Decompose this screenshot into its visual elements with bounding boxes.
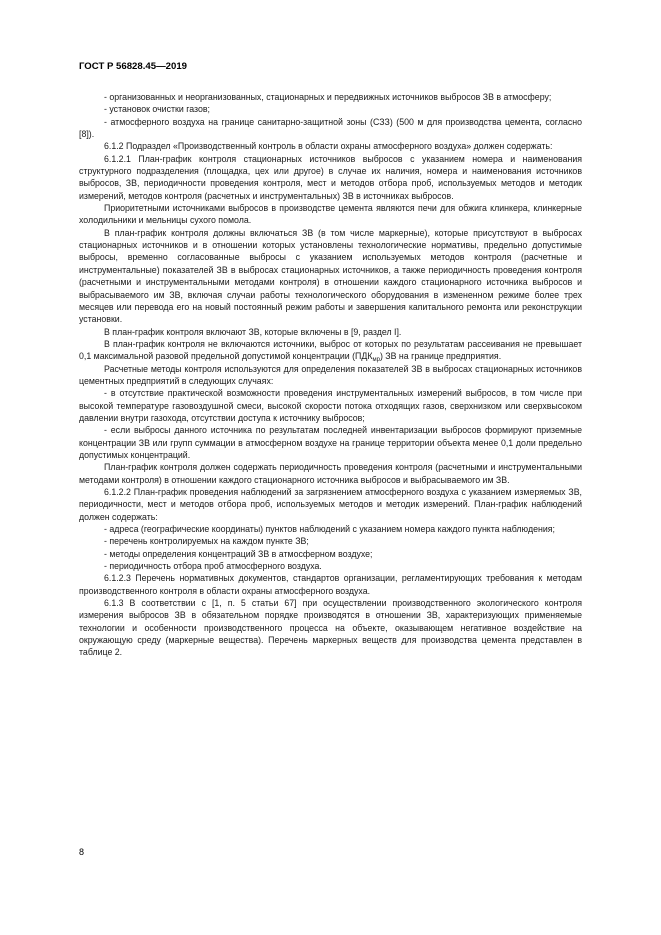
paragraph: В план-график контроля должны включаться ЗВ (в том числе маркерные), которые присутствуют в выбросах стационарных источников и в отношении которых установлены технологические нормативы, предельно допустимые выбросы, временно согласованные выбросы с указанием используемых методов контроля (расчетные и инструментальные) показателей ЗВ в выбросах стационарных источников, а также периодичность проведения контроля (расчетными и инструментальными методами контроля) в отношении каждого стационарного источника выбросов и выбрасываемого им ЗВ, включая случаи работы технологического оборудования в измененном режиме более трех месяцев или перевода его на новый постоянный режим работы и завершения капитального ремонта или реконструкции установки.	[79, 227, 582, 325]
paragraph: 6.1.3 В соответствии с [1, п. 5 статьи 67] при осуществлении производственного экологического контроля измерения выбросов ЗВ в обязательном порядке производятся в отношении ЗВ, характеризующих применяемые технологии и особенности производственного процесса на объекте, оказывающем негативное воздействие на окружающую среду (маркерные вещества). Перечень маркерных веществ для производства цемента представлен в таблице 2.	[79, 598, 582, 658]
paragraph: 6.1.2 Подраздел «Производственный контроль в области охраны атмосферного воздуха» должен содержать:	[104, 141, 553, 152]
paragraph-text: В план-график контроля не включаются источники, выброс от которых по результатам рассеивания не превышает 0,1 максимальной разовой предельной допустимой концентрации (ПДК	[79, 338, 582, 362]
paragraph: В план-график контроля включают ЗВ, которые включены в [9, раздел I].	[104, 326, 402, 337]
page-number: 8	[79, 847, 85, 857]
paragraph: 6.1.2.3 Перечень нормативных документов, стандартов организации, регламентирующих требования к методам производственного контроля в области охраны атмосферного воздуха.	[79, 573, 582, 596]
paragraph: - перечень контролируемых на каждом пункте ЗВ;	[104, 536, 309, 547]
pdk-subscript: мр	[372, 357, 380, 364]
paragraph: План-график контроля должен содержать периодичность проведения контроля (расчетными и инструментальными методами контроля) в отношении каждого стационарного источника выбросов и выбрасываемого им ЗВ.	[79, 462, 582, 485]
paragraph-pdk	[79, 338, 582, 363]
paragraph: - атмосферного воздуха на границе санитарно-защитной зоны (СЗЗ) (500 м для производства цемента, согласно [8]).	[79, 116, 582, 140]
paragraph: - периодичность отбора проб атмосферного воздуха.	[104, 561, 322, 572]
paragraph: Приоритетными источниками выбросов в производстве цемента являются печи для обжига клинкера, клинкерные холодильники и мельницы сухого помола.	[79, 203, 582, 226]
paragraph-text-tail: ) ЗВ на границе предприятия.	[379, 351, 502, 362]
paragraph: - методы определения концентраций ЗВ в атмосферном воздухе;	[104, 548, 373, 559]
paragraph: 6.1.2.1 План-график контроля стационарных источников выбросов с указанием номера и наименования структурного подразделения (площадка, цех или другое) в случае их наличия, номера и наименования источников выбросов, ЗВ, периодичности проведения контроля, мест и методов отбора проб, используемых методов и методик измерений, методов контроля (расчетных и инструментальных) ЗВ в источниках выбросов.	[79, 153, 582, 201]
paragraph: Расчетные методы контроля используются для определения показателей ЗВ в выбросах стационарных источников цементных предприятий в следующих случаях:	[79, 363, 582, 386]
document-body	[79, 91, 582, 659]
paragraph: - в отсутствие практической возможности проведения инструментальных измерений выбросов, в том числе при высокой температуре газовоздушной смеси, высокой скорости потока отходящих газов, сверхнизком или сверхвысоком давлении внутри газохода, отсутствии доступа к источнику выбросов;	[79, 388, 582, 423]
paragraph: - если выбросы данного источника по результатам последней инвентаризации выбросов формируют приземные концентрации ЗВ или групп суммации в атмосферном воздухе на границе территории объекта менее 0,1 доли предельно допустимых концентраций.	[79, 425, 582, 460]
paragraph: - установок очистки газов;	[104, 104, 210, 115]
document-header: ГОСТ Р 56828.45—2019	[79, 61, 188, 72]
paragraph: - адреса (географические координаты) пунктов наблюдений с указанием номера каждого пункта наблюдения;	[104, 524, 555, 535]
paragraph: 6.1.2.2 План-график проведения наблюдений за загрязнением атмосферного воздуха с указанием измеряемых ЗВ, периодичности, мест и методов отбора проб, используемых методов и методик измерений. План-график наблюдений должен содержать:	[79, 487, 582, 522]
paragraph: - организованных и неорганизованных, стационарных и передвижных источников выбросов ЗВ в атмосферу;	[104, 92, 552, 102]
